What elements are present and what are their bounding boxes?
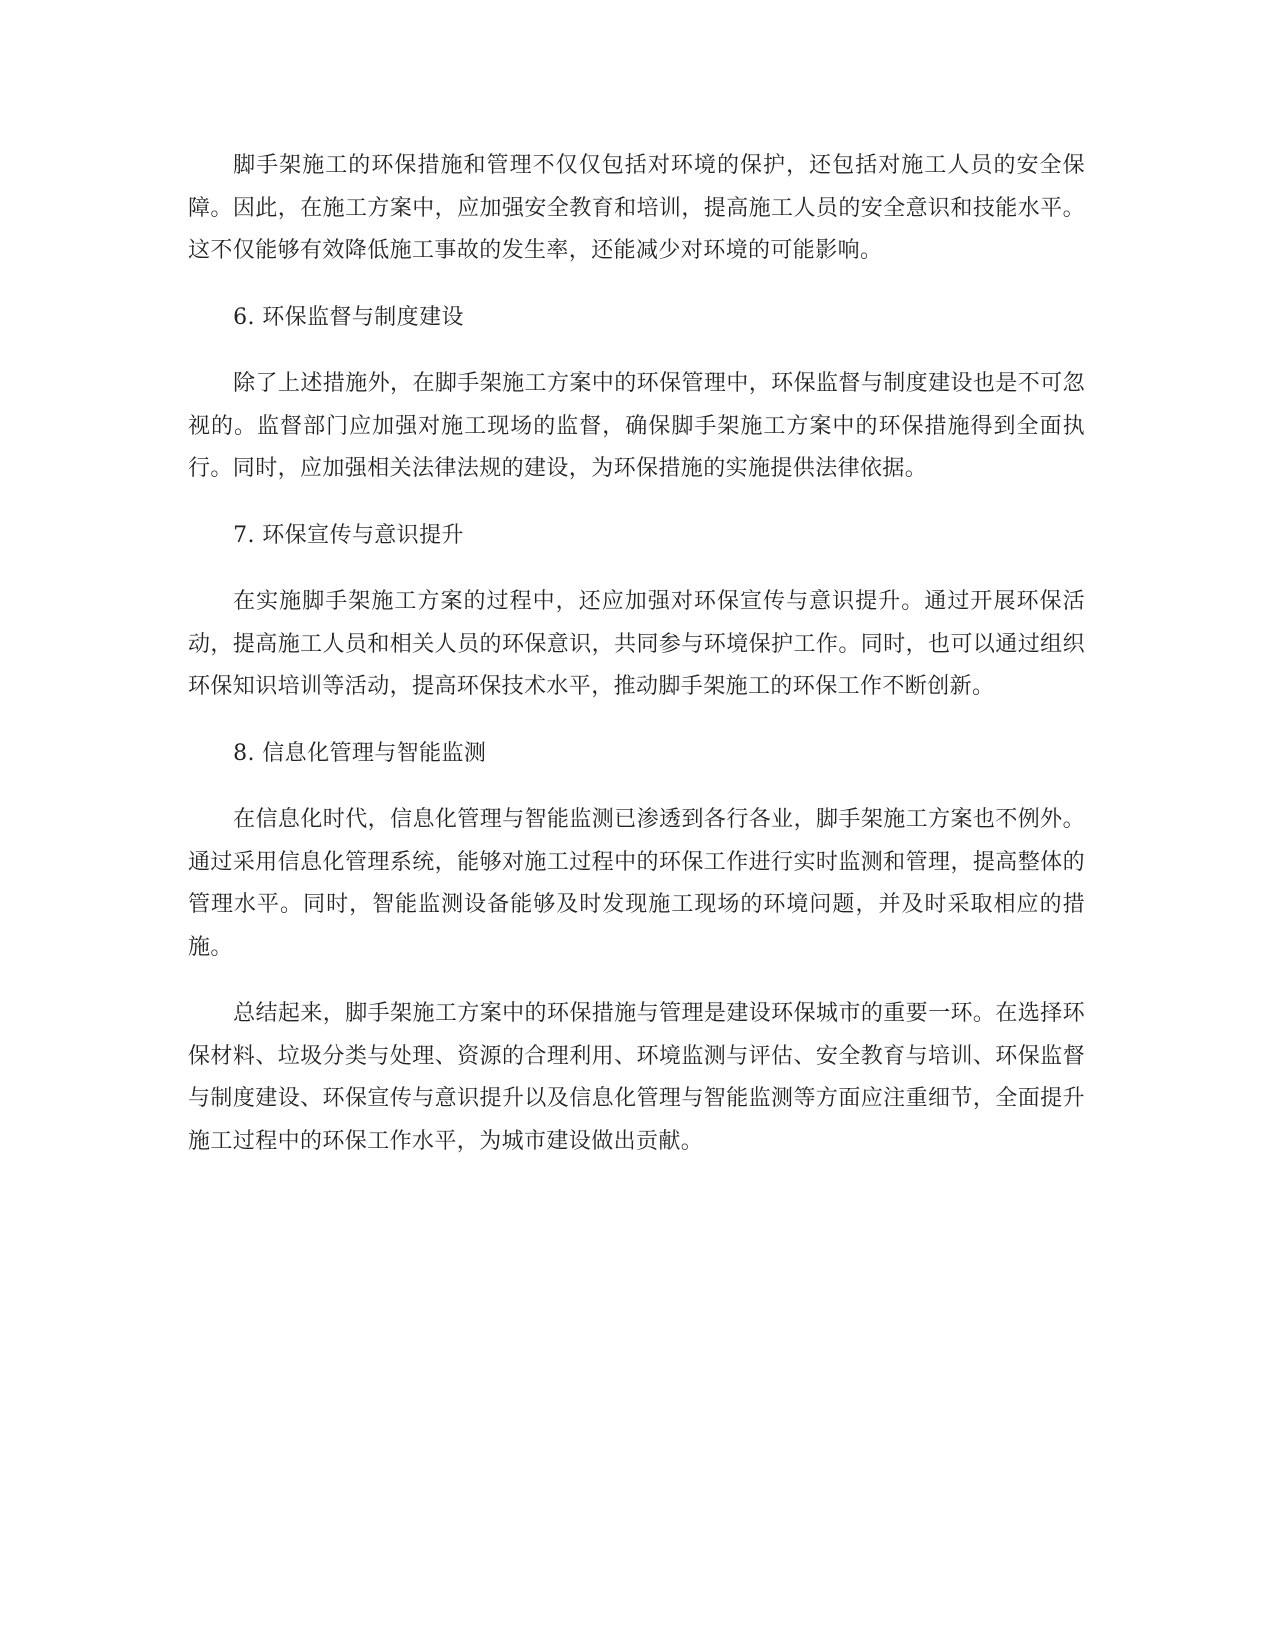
document-body (188, 145, 1085, 1187)
paragraph-publicity: 在实施脚手架施工方案的过程中，还应加强对环保宣传与意识提升。通过开展环保活动，提高施工人员和相关人员的环保意识，共同参与环境保护工作。同时，也可以通过组织环保知识培训等活动，提高环保技术水平，推动脚手架施工的环保工作不断创新。 (188, 589, 1085, 699)
section-heading-8: 8. 信息化管理与智能监测 (233, 740, 487, 766)
paragraph-supervision: 除了上述措施外，在脚手架施工方案中的环保管理中，环保监督与制度建设也是不可忽视的。监督部门应加强对施工现场的监督，确保脚手架施工方案中的环保措施得到全面执行。同时，应加强相关法律法规的建设，为环保措施的实施提供法律依据。 (188, 371, 1085, 481)
paragraph-informatization: 在信息化时代，信息化管理与智能监测已渗透到各行各业，脚手架施工方案也不例外。通过采用信息化管理系统，能够对施工过程中的环保工作进行实时监测和管理，提高整体的管理水平。同时，智能监测设备能够及时发现施工现场的环境问题，并及时采取相应的措施。 (188, 807, 1085, 960)
section-heading-6: 6. 环保监督与制度建设 (233, 304, 464, 330)
paragraph-safety-training: 脚手架施工的环保措施和管理不仅仅包括对环境的保护，还包括对施工人员的安全保障。因此，在施工方案中，应加强安全教育和培训，提高施工人员的安全意识和技能水平。这不仅能够有效降低施工事故的发生率，还能减少对环境的可能影响。 (188, 153, 1085, 263)
section-heading-7: 7. 环保宣传与意识提升 (233, 522, 464, 548)
paragraph-summary: 总结起来，脚手架施工方案中的环保措施与管理是建设环保城市的重要一环。在选择环保材料、垃圾分类与处理、资源的合理利用、环境监测与评估、安全教育与培训、环保监督与制度建设、环保宣传与意识提升以及信息化管理与智能监测等方面应注重细节，全面提升施工过程中的环保工作水平，为城市建设做出贡献。 (188, 1001, 1085, 1154)
